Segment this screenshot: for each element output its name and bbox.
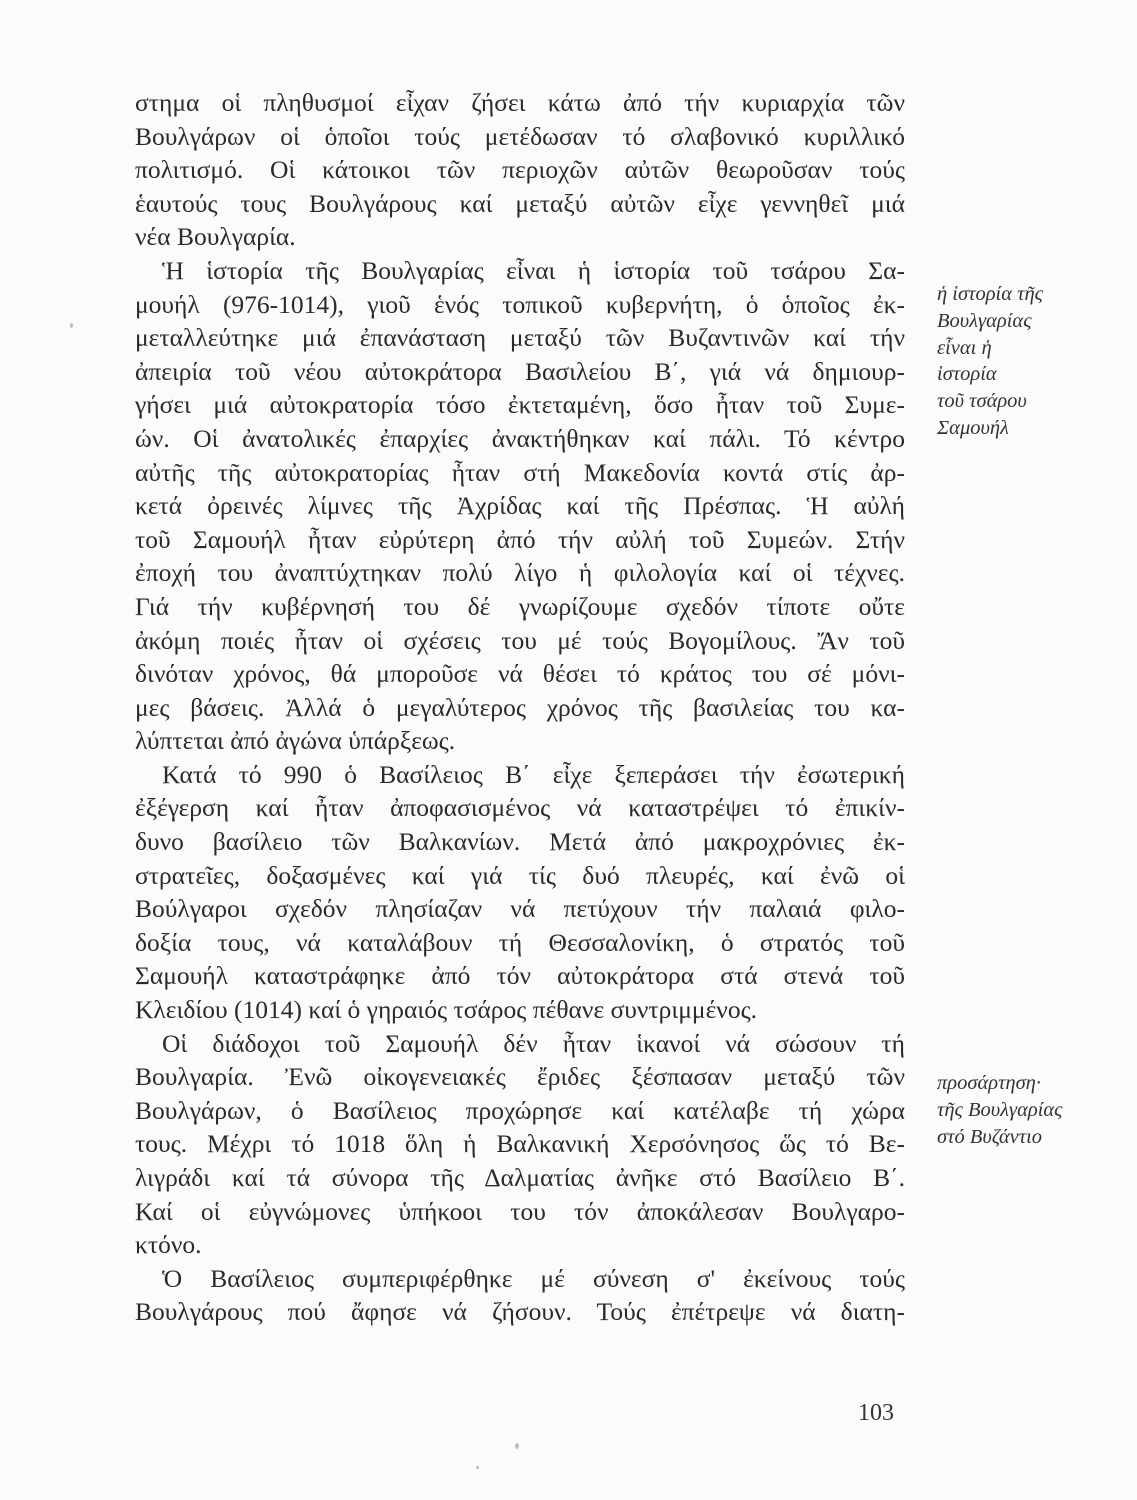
paragraph-3 [135,758,905,1027]
scan-speck [515,1443,519,1449]
text-line: γήσει μιά αὐτοκρατορία τόσο ἐκτεταμένη, ὅσο ἦταν τοῦ Συμε- [135,390,905,420]
text-line: ἐξέγερση καί ἦταν ἀποφασισμένος νά καταστρέψει τό ἐπικίν- [135,793,905,823]
text-line: ἑαυτούς τους Βουλγάρους καί μεταξύ αὐτῶν εἶχε γεννηθεῖ μιά [135,188,905,218]
text-line: μες βάσεις. Ἀλλά ὁ μεγαλύτερος χρόνος τῆς βασιλείας του κα- [135,692,905,722]
text-line: ἀπειρία τοῦ νέου αὐτοκράτορα Βασιλείου Β΄, γιά νά δημιουρ- [135,356,905,386]
text-line: λύπτεται ἀπό ἀγώνα ὑπάρξεως. [135,726,456,756]
page-number: 103 [858,1400,894,1426]
text-line: μουήλ (976-1014), γιοῦ ἑνός τοπικοῦ κυβερνήτη, ὁ ὁποῖος ἐκ- [135,289,905,319]
text-line: κετά ὀρεινές λίμνες τῆς Ἀχρίδας καί τῆς Πρέσπας. Ἡ αὐλή [135,491,905,521]
paragraph-1 [135,86,905,254]
text-line: Καί οἱ εὐγνώμονες ὑπήκοοι του τόν ἀποκάλεσαν Βουλγαρο- [135,1196,905,1226]
text-line: τοῦ Σαμουήλ ἦταν εὐρύτερη ἀπό τήν αὐλή τοῦ Συμεών. Στήν [135,524,905,554]
margin-note-samuel [937,281,1117,442]
text-line: Κλειδίου (1014) καί ὁ γηραιός τσάρος πέθανε συντριμμένος. [135,995,758,1025]
text-line: δοξία τους, νά καταλάβουν τή Θεσσαλονίκη, ὁ στρατός τοῦ [135,927,905,957]
text-line: μεταλλεύτηκε μιά ἐπανάσταση μεταξύ τῶν Βυζαντινῶν καί τήν [135,323,905,353]
text-line: ών. Οἱ ἀνατολικές ἐπαρχίες ἀνακτήθηκαν καί πάλι. Τό κέντρο [135,423,905,453]
text-line: Βουλγάρους πού ἄφησε νά ζήσουν. Τούς ἐπέτρεψε νά διατη- [135,1297,905,1327]
text-line: Βουλγάρων, ὁ Βασίλειος προχώρησε καί κατέλαβε τή χώρα [135,1095,905,1125]
paragraph-5 [135,1262,905,1329]
text-line: Ὁ Βασίλειος συμπεριφέρθηκε μέ σύνεση σ' ἐκείνους τούς [162,1263,905,1293]
text-line: Βουλγαρία. Ἐνῶ οἰκογενειακές ἔριδες ξέσπασαν μεταξύ τῶν [135,1062,905,1092]
paragraph-2 [135,254,905,758]
text-line: στημα οἱ πληθυσμοί εἶχαν ζήσει κάτω ἀπό τήν κυριαρχία τῶν [135,88,905,117]
text-line: Βούλγαροι σχεδόν πλησίαζαν νά πετύχουν τήν παλαιά φιλο- [135,894,905,924]
text-line: δυνο βασίλειο τῶν Βαλκανίων. Μετά ἀπό μακροχρόνιες ἐκ- [135,827,905,857]
text-line: αὐτῆς τῆς αὐτοκρατορίας ἦταν στή Μακεδονία κοντά στίς ἀρ- [135,457,905,487]
text-line: Σαμουήλ καταστράφηκε ἀπό τόν αὐτοκράτορα στά στενά τοῦ [135,961,905,991]
paragraph-4 [135,1027,905,1262]
margin-note-line: τοῦ τσάρου [937,390,1027,413]
scan-speck [476,1466,479,1469]
text-line: νέα Βουλγαρία. [135,222,296,252]
text-line: τους. Μέχρι τό 1018 ὅλη ἡ Βαλκανική Χερσόνησος ὥς τό Βε- [135,1129,905,1159]
text-line: Ἡ ἱστορία τῆς Βουλγαρίας εἶναι ἡ ἱστορία τοῦ τσάρου Σα- [162,255,905,285]
text-line: Βουλγάρων οἱ ὁποῖοι τούς μετέδωσαν τό σλαβονικό κυριλλικό [135,121,905,151]
margin-note-line: Σαμουήλ [937,416,1009,439]
text-line: Οἱ διάδοχοι τοῦ Σαμουήλ δέν ἦταν ἱκανοί νά σώσουν τή [162,1028,905,1058]
text-line: λιγράδι καί τά σύνορα τῆς Δαλματίας ἀνῆκε στό Βασίλειο Β΄. [135,1163,905,1192]
scan-speck [70,323,73,328]
margin-note-line: τῆς Βουλγαρίας [937,1098,1063,1121]
text-line: ἐποχή του ἀναπτύχτηκαν πολύ λίγο ἡ φιλολογία καί οἱ τέχνες. [135,558,905,588]
text-line: στρατεῖες, δοξασμένες καί γιά τίς δυό πλευρές, καί ἐνῶ οἱ [135,860,905,890]
margin-note-line: ἱστορία [937,363,997,386]
margin-note-annexation [937,1070,1117,1150]
margin-note-line: εἶναι ἡ [937,336,992,359]
margin-note-line: προσάρτηση· [937,1072,1041,1094]
margin-note-line: Βουλγαρίας [937,309,1032,332]
text-line: δινόταν χρόνος, θά μποροῦσε νά θέσει τό κράτος του σέ μόνι- [135,659,905,689]
margin-note-line: ἡ ἱστορία τῆς [937,283,1043,305]
body-text [135,86,905,1329]
text-line: κτόνο. [135,1230,202,1260]
text-line: Κατά τό 990 ὁ Βασίλειος Β΄ εἶχε ξεπεράσει τήν ἐσωτερική [162,759,905,789]
margin-note-line: στό Βυζάντιο [937,1125,1043,1148]
text-line: ἀκόμη ποιές ἦταν οἱ σχέσεις του μέ τούς Βογομίλους. Ἄν τοῦ [135,625,905,655]
text-line: πολιτισμό. Οἱ κάτοικοι τῶν περιοχῶν αὐτῶν θεωροῦσαν τούς [135,155,905,185]
text-line: Γιά τήν κυβέρνησή του δέ γνωρίζουμε σχεδόν τίποτε οὔτε [135,591,905,621]
